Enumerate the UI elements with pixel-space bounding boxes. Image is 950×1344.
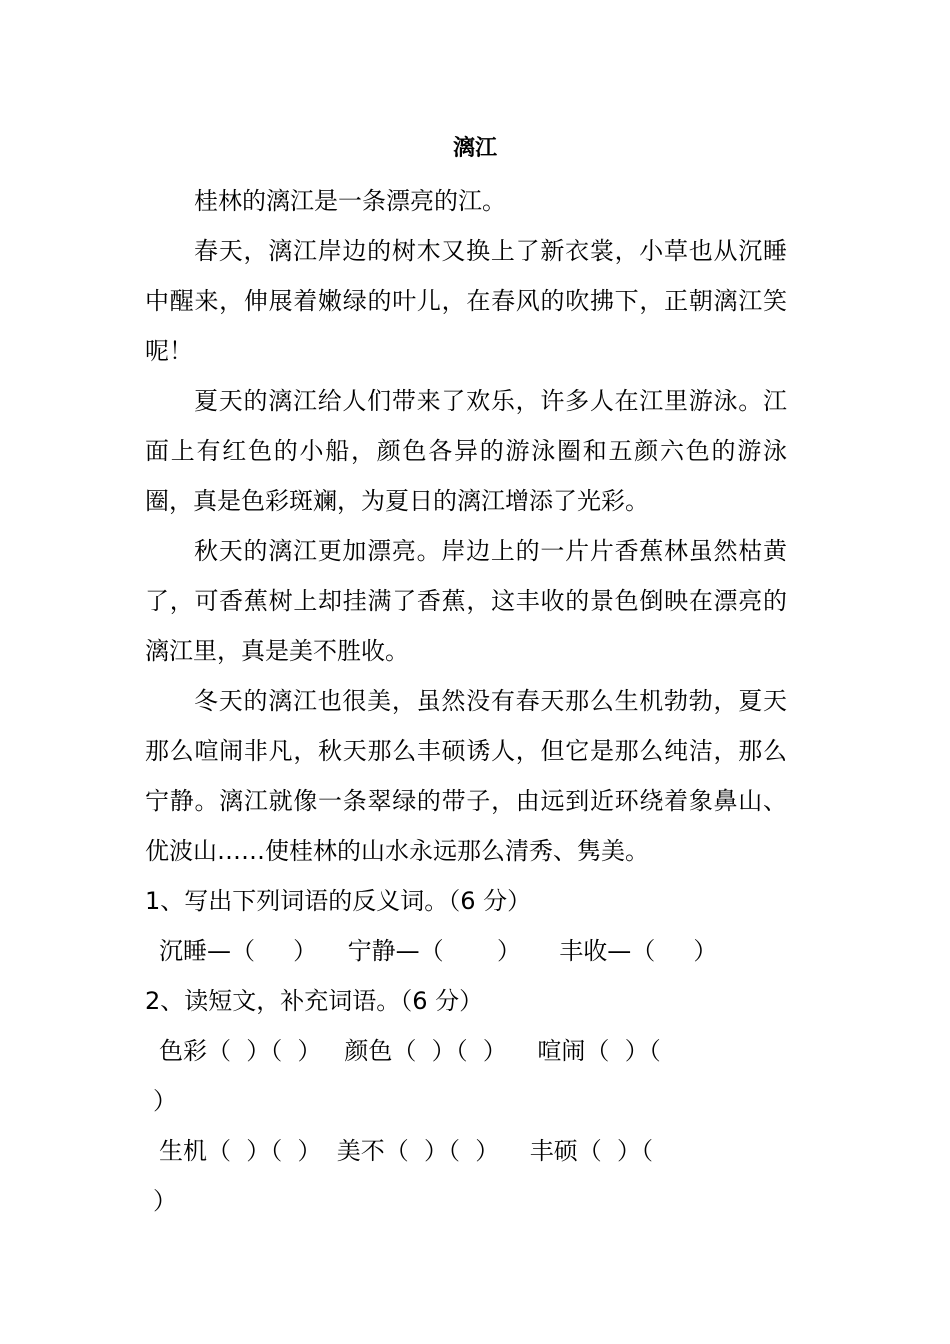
question-1-prompt: 1、写出下列词语的反义词。（6 分） [145, 887, 532, 915]
document-title: 漓江 [452, 136, 497, 161]
paragraph-intro: 桂林的漓江是一条漂亮的江。 [194, 187, 506, 215]
question-2-answer-line-2: 生机（ ）（ ） 美不（ ）（ ） 丰硕（ ）（ [159, 1137, 654, 1165]
paragraph-autumn: 秋天的漓江更加漂亮。岸边上的一片片香蕉林虽然枯黄了，可香蕉树上却挂满了香蕉，这丰收的景色倒映在漂亮的漓江里，真是美不胜收。 [145, 537, 787, 665]
question-1-answer-line: 沉睡—（ ） 宁静—（ ） 丰收—（ ） [159, 937, 718, 965]
paragraph-summer: 夏天的漓江给人们带来了欢乐，许多人在江里游泳。江面上有红色的小船，颜色各异的游泳圈和五颜六色的游泳圈，真是色彩斑斓，为夏日的漓江增添了光彩。 [145, 387, 787, 515]
passage-body [145, 176, 787, 1226]
paragraph-spring: 春天，漓江岸边的树木又换上了新衣裳，小草也从沉睡中醒来，伸展着嫩绿的叶儿，在春风的吹拂下，正朝漓江笑呢！ [145, 237, 787, 365]
question-2-answer-line-1: 色彩（ ）（ ） 颜色（ ）（ ） 喧闹（ ）（ [159, 1037, 661, 1065]
question-2-answer-line-1-closing: ） [153, 1087, 177, 1115]
question-2-answer-line-2-closing: ） [153, 1187, 177, 1215]
paragraph-winter: 冬天的漓江也很美，虽然没有春天那么生机勃勃，夏天那么喧闹非凡，秋天那么丰硕诱人，但它是那么纯洁，那么宁静。漓江就像一条翠绿的带子，由远到近环绕着象鼻山、优波山……使桂林的山水永远那么清秀、隽美。 [145, 687, 787, 865]
question-2-prompt: 2、读短文，补充词语。（6 分） [145, 987, 484, 1015]
